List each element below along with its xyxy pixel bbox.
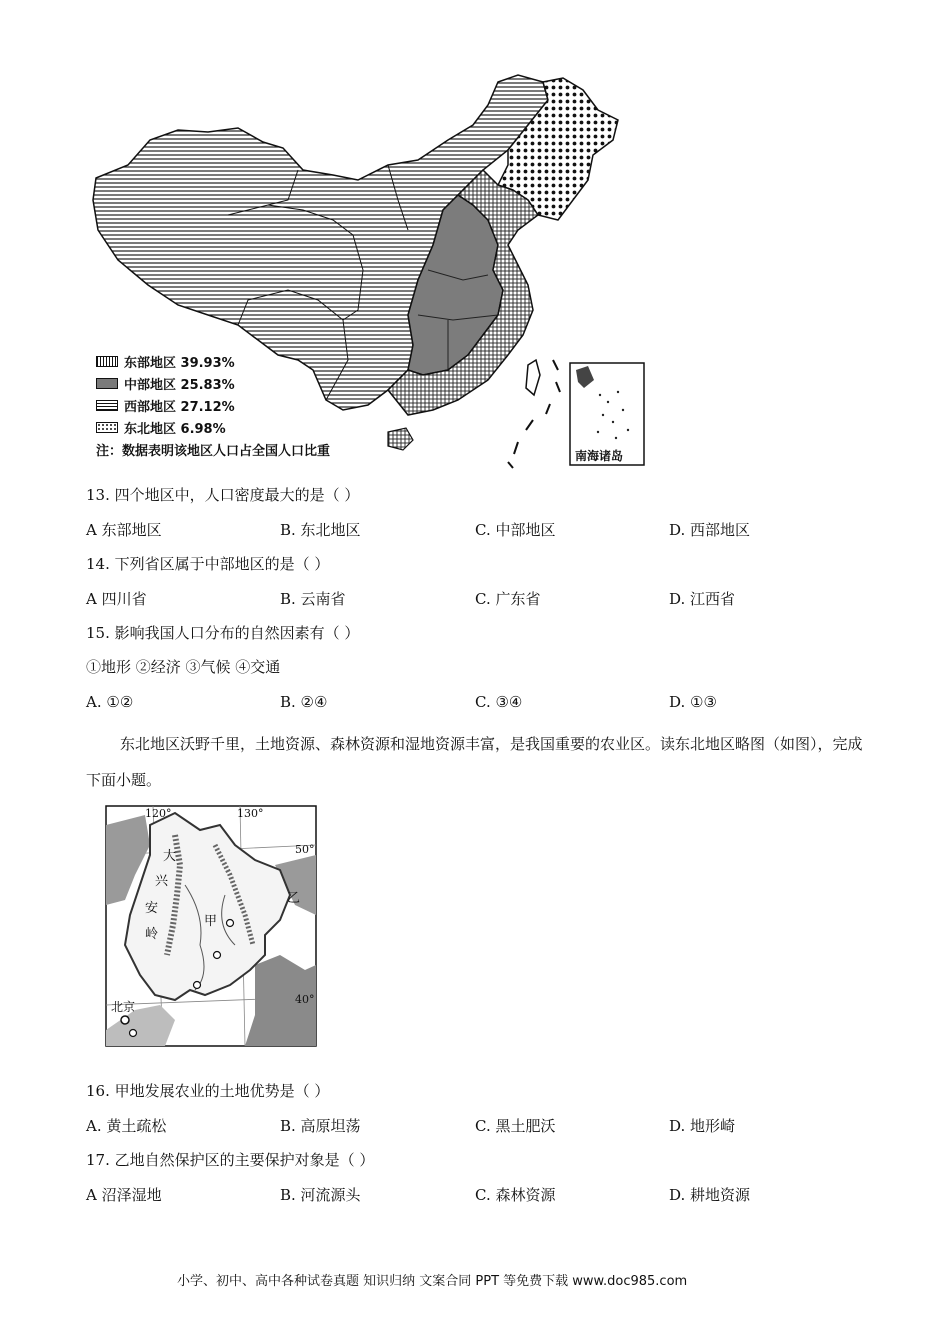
mountain-label-da: 大 bbox=[163, 849, 177, 864]
q14-option-c: C. 广东省 bbox=[475, 590, 541, 608]
place-label-jia: 甲 bbox=[204, 914, 218, 929]
grid-pattern-icon bbox=[96, 356, 118, 367]
lon-label-130: 130° bbox=[237, 807, 264, 820]
page-footer: 小学、初中、高中各种试卷真题 知识归纳 文案合同 PPT 等免费下载 www.doc985.com bbox=[177, 1274, 688, 1289]
q17-option-b: B. 河流源头 bbox=[280, 1186, 361, 1204]
q13-option-c: C. 中部地区 bbox=[475, 521, 556, 539]
dots-pattern-icon bbox=[96, 422, 118, 433]
legend-central: 中部地区 25.83% bbox=[96, 372, 330, 394]
q17-option-a: A 沼泽湿地 bbox=[86, 1186, 162, 1204]
q14-option-b: B. 云南省 bbox=[280, 590, 346, 608]
question-14: 14. 下列省区属于中部地区的是（ ） bbox=[86, 555, 330, 573]
q16-option-d: D. 地形崎 bbox=[669, 1117, 736, 1135]
q14-option-a: A 四川省 bbox=[86, 590, 147, 608]
question-13: 13. 四个地区中，人口密度最大的是（ ） bbox=[86, 486, 360, 504]
legend-northeast: 东北地区 6.98% bbox=[96, 416, 330, 438]
q16-option-c: C. 黑土肥沃 bbox=[475, 1117, 556, 1135]
lat-label-50: 50° bbox=[295, 843, 315, 856]
q13-option-b: B. 东北地区 bbox=[280, 521, 361, 539]
legend-west: 西部地区 27.12% bbox=[96, 394, 330, 416]
question-16: 16. 甲地发展农业的土地优势是（ ） bbox=[86, 1082, 330, 1100]
solid-pattern-icon bbox=[96, 378, 118, 389]
q16-option-a: A. 黄土疏松 bbox=[86, 1117, 167, 1135]
q15-option-d: D. ①③ bbox=[669, 693, 717, 711]
lines-pattern-icon bbox=[96, 400, 118, 411]
q13-option-d: D. 西部地区 bbox=[669, 521, 751, 539]
q15-option-b: B. ②④ bbox=[280, 693, 328, 711]
northeast-china-map bbox=[105, 805, 317, 1047]
q13-option-a: A 东部地区 bbox=[86, 521, 162, 539]
mountain-label-ling: 岭 bbox=[145, 927, 159, 942]
q17-option-c: C. 森林资源 bbox=[475, 1186, 556, 1204]
place-label-yi: 乙 bbox=[287, 891, 301, 906]
legend-note: 注：数据表明该地区人口占全国人口比重 bbox=[96, 444, 331, 459]
legend-east: 东部地区 39.93% bbox=[96, 350, 330, 372]
q17-option-d: D. 耕地资源 bbox=[669, 1186, 751, 1204]
map-legend bbox=[96, 350, 330, 459]
q15-option-c: C. ③④ bbox=[475, 693, 523, 711]
lat-label-40: 40° bbox=[295, 993, 315, 1006]
q14-option-d: D. 江西省 bbox=[669, 590, 736, 608]
q15-factors: ①地形 ②经济 ③气候 ④交通 bbox=[86, 658, 281, 676]
mountain-label-xing: 兴 bbox=[155, 874, 169, 889]
question-15: 15. 影响我国人口分布的自然因素有（ ） bbox=[86, 624, 360, 642]
inset-label: 南海诸岛 bbox=[575, 449, 624, 463]
q15-option-a: A. ①② bbox=[86, 693, 134, 711]
q16-option-b: B. 高原坦荡 bbox=[280, 1117, 361, 1135]
mountain-label-an: 安 bbox=[145, 901, 159, 916]
china-population-map bbox=[88, 70, 648, 470]
passage: 东北地区沃野千里，土地资源、森林资源和湿地资源丰富，是我国重要的农业区。读东北地区略图（如图），完成下面小题。 bbox=[86, 735, 863, 789]
question-17: 17. 乙地自然保护区的主要保护对象是（ ） bbox=[86, 1151, 375, 1169]
lon-label-120: 120° bbox=[145, 807, 172, 820]
place-label-beijing: 北京 bbox=[111, 1000, 136, 1014]
